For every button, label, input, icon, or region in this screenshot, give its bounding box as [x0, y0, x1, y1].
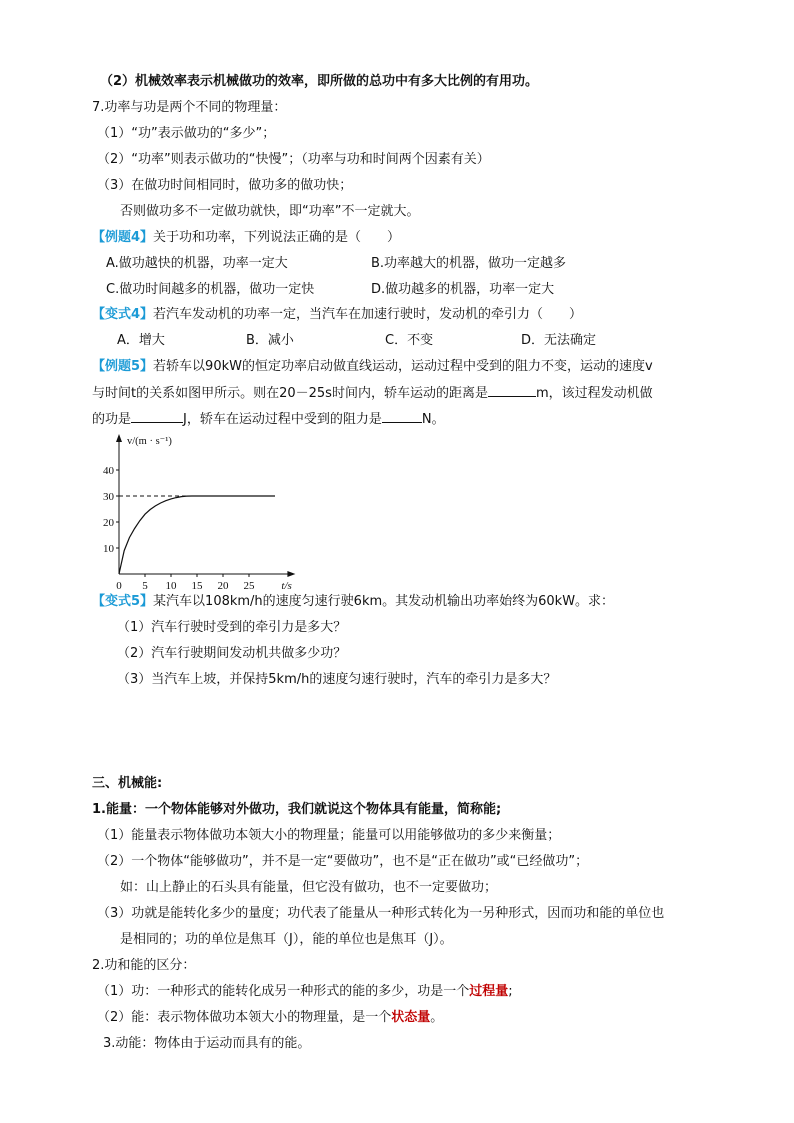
- variant-5-text: 某汽车以108km/h的速度匀速行驶6km。其发动机输出功率始终为60kW。求：: [153, 594, 615, 609]
- example-5-text-3c: N。: [421, 412, 445, 427]
- item-7-point-3: （3）在做功时间相同时，做功多的做功快；: [97, 178, 353, 193]
- example-5-text-2: 与时间t的关系如图甲所示。则在20－25s时间内，轿车运动的距离是: [92, 386, 488, 401]
- variant-4-option-a: A．增大: [117, 333, 165, 348]
- work-distinction: [97, 983, 513, 1001]
- variant-4-tag: 【变式4】: [92, 307, 154, 322]
- work-answer-blank[interactable]: [131, 410, 183, 423]
- variant-4-option-d: D．无法确定: [521, 333, 597, 348]
- variant-4-question: [92, 306, 582, 324]
- y-tick-label: 30: [103, 491, 114, 503]
- energy-example: 如：山上静止的石头具有能量，但它没有做功，也不一定要做功；: [120, 880, 498, 895]
- x-tick-label: 10: [165, 580, 177, 590]
- energy-point-3: （3）功就是能转化多少的量度；功代表了能量从一种形式转化为一另种形式，因而功和能的单位也: [97, 906, 665, 921]
- example-5-line-3: [92, 410, 445, 429]
- x-tick-label: 15: [191, 580, 203, 590]
- example-4-option-a: A.做功越快的机器，功率一定大: [106, 256, 288, 271]
- y-tick-label: 10: [103, 543, 114, 555]
- energy-distinction-text: （2）能：表示物体做功本领大小的物理量，是一个: [97, 1010, 392, 1025]
- y-tick-label: 40: [103, 465, 114, 477]
- item-7-heading: 7.功率与功是两个不同的物理量：: [92, 100, 287, 115]
- example-5-text-3a: 的功是: [92, 412, 132, 427]
- item-7-point-1: （1）“功”表示做功的“多少”；: [97, 126, 276, 141]
- variant-5-question: [92, 593, 614, 611]
- example-5-tag: 【例题5】: [92, 359, 154, 374]
- x-tick-label: 20: [217, 580, 229, 590]
- x-tick-label: 5: [142, 580, 148, 590]
- kinetic-energy-definition: 3.动能：物体由于运动而具有的能。: [103, 1036, 311, 1051]
- work-distinction-text: （1）功：一种形式的能转化成另一种形式的能的多少，功是一个: [97, 984, 470, 999]
- example-4-option-d: D.做功越多的机器，功率一定大: [371, 282, 555, 297]
- example-4-tag: 【例题4】: [92, 230, 154, 245]
- example-5-text-2-unit: m，该过程发动机做: [535, 386, 653, 401]
- energy-distinction-end: 。: [430, 1010, 444, 1025]
- example-5-line-1: [92, 358, 653, 376]
- distance-answer-blank[interactable]: [488, 384, 536, 397]
- variant-5-question-1: （1）汽车行驶时受到的牵引力是多大？: [117, 620, 347, 635]
- y-axis-arrow: [116, 434, 122, 442]
- resistance-answer-blank[interactable]: [382, 410, 422, 423]
- example-5-text-1: 若轿车以90kW的恒定功率启动做直线运动，运动过程中受到的阻力不变，运动的速度v: [153, 359, 653, 374]
- velocity-curve: [119, 496, 275, 574]
- state-quantity-term: 状态量: [391, 1010, 431, 1025]
- variant-4-option-b: B．减小: [246, 333, 294, 348]
- energy-point-2: （2）一个物体“能够做功”，并不是一定“要做功”，也不是“正在做功”或“已经做功”；: [97, 854, 589, 869]
- variant-5-tag: 【变式5】: [92, 594, 154, 609]
- variant-5-question-3: （3）当汽车上坡，并保持5km/h的速度匀速行驶时，汽车的牵引力是多大？: [117, 672, 557, 687]
- example-5-text-3b: J，轿车在运动过程中受到的阻力是: [183, 412, 382, 427]
- y-axis-label: v/(m · s⁻¹): [127, 436, 172, 447]
- energy-point-3-cont: 是相同的；功的单位是焦耳（J），能的单位也是焦耳（J）。: [120, 932, 453, 947]
- example-4-option-b: B.功率越大的机器，做功一定越多: [371, 256, 567, 271]
- variant-4-option-c: C．不变: [385, 333, 434, 348]
- efficiency-note: （2）机械效率表示机械做功的效率，即所做的总功中有多大比例的有用功。: [100, 74, 539, 89]
- section-3-heading: 三、机械能:: [92, 776, 163, 791]
- work-energy-distinction-heading: 2.功和能的区分：: [92, 958, 196, 973]
- item-7-point-2: （2）“功率”则表示做功的“快慢”；（功率与功和时间两个因素有关）: [97, 152, 490, 167]
- variant-5-question-2: （2）汽车行驶期间发动机共做多少功？: [117, 646, 347, 661]
- y-tick-label: 20: [103, 517, 114, 529]
- energy-distinction: [97, 1009, 443, 1027]
- example-4-option-c: C.做功时间越多的机器，做功一定快: [106, 282, 315, 297]
- x-tick-label: 25: [243, 580, 255, 590]
- variant-4-text: 若汽车发动机的功率一定，当汽车在加速行驶时，发动机的牵引力（ ）: [153, 307, 583, 322]
- x-axis-arrow: [287, 571, 295, 577]
- item-7-point-3-cont: 否则做功多不一定做功就快，即“功率”不一定就大。: [120, 204, 420, 219]
- energy-point-1: （1）能量表示物体做功本领大小的物理量；能量可以用能够做功的多少来衡量；: [97, 828, 561, 843]
- x-tick-label: 0: [116, 580, 122, 590]
- example-4-text: 关于功和功率，下列说法正确的是（ ）: [153, 230, 401, 245]
- work-distinction-end: ;: [508, 984, 513, 999]
- example-4-question: [92, 229, 400, 247]
- process-quantity-term: 过程量: [469, 984, 509, 999]
- energy-definition: 1.能量：一个物体能够对外做功，我们就说这个物体具有能量，简称能;: [92, 802, 502, 817]
- example-5-line-2: [92, 384, 653, 403]
- velocity-time-chart: [95, 430, 305, 590]
- x-axis-label: t/s: [281, 580, 292, 590]
